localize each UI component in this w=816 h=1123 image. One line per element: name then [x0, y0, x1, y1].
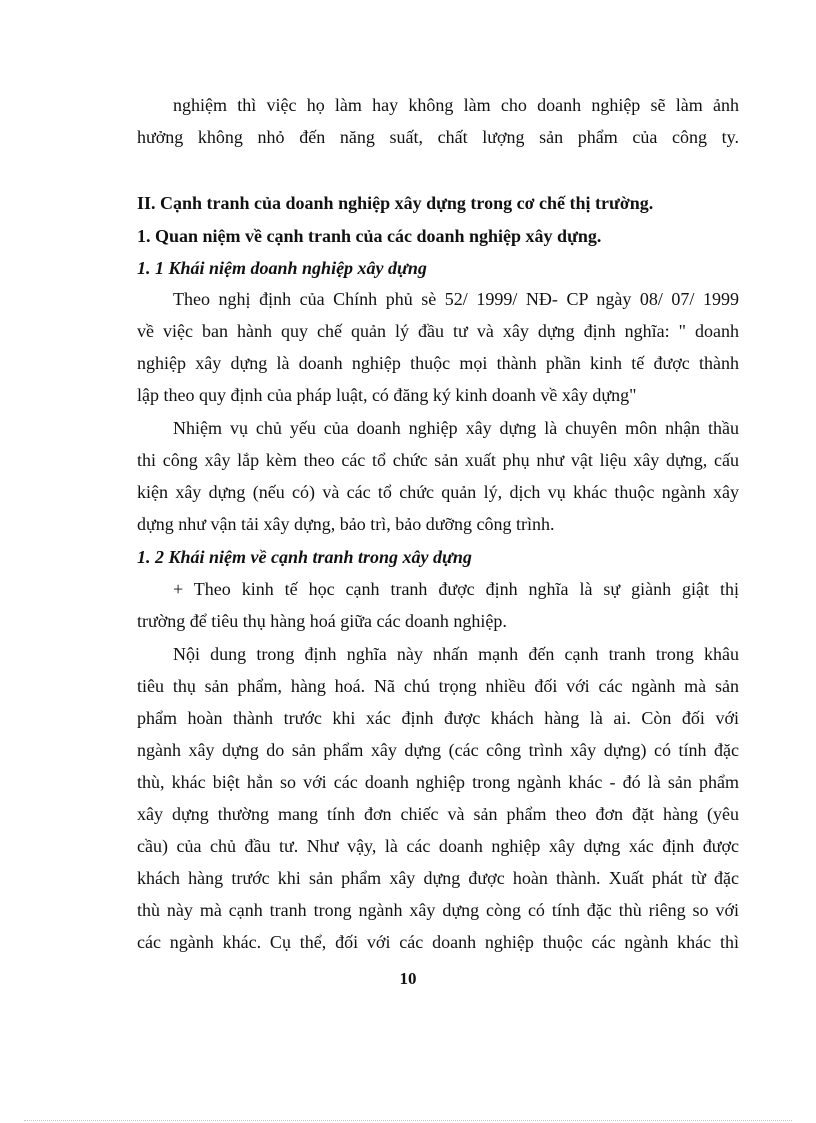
page-separator	[24, 1120, 792, 1121]
paragraph-line: dựng như vận tải xây dựng, bảo trì, bảo dưỡng công trình.	[137, 514, 555, 534]
section-heading: II. Cạnh tranh của doanh nghiệp xây dựng trong cơ chế thị trường.	[137, 193, 654, 213]
paragraph-line: các ngành khác. Cụ thể, đối với các doanh nghiệp thuộc các ngành khác thì	[137, 932, 739, 952]
paragraph-line: tiêu thụ sản phẩm, hàng hoá. Nã chú trọng nhiều đối với các ngành mà sản	[137, 676, 739, 696]
subsection-heading: 1. Quan niệm về cạnh tranh của các doanh nghiệp xây dựng.	[137, 226, 602, 246]
paragraph-line: nghiệp xây dựng là doanh nghiệp thuộc mọi thành phần kinh tế được thành	[137, 353, 739, 373]
page-number: 10	[399, 969, 417, 988]
paragraph-line: thi công xây lắp kèm theo các tổ chức sản xuất phụ như vật liệu xây dựng, cấu	[137, 450, 739, 470]
paragraph-line: phẩm hoàn thành trước khi xác định được khách hàng là ai. Còn đối với	[137, 708, 739, 728]
paragraph-line: khách hàng trước khi sản phẩm xây dựng được hoàn thành. Xuất phát từ đặc	[137, 868, 739, 888]
paragraph-line: hưởng không nhỏ đến năng suất, chất lượng sản phẩm của công ty.	[137, 127, 739, 147]
paragraph-line: ngành xây dựng do sản phẩm xây dựng (các công trình xây dựng) có tính đặc	[137, 740, 739, 760]
subsection-heading-italic: 1. 1 Khái niệm doanh nghiệp xây dựng	[137, 258, 427, 278]
paragraph-line: + Theo kinh tế học cạnh tranh được định nghĩa là sự giành giật thị	[173, 579, 739, 599]
paragraph-line: trường để tiêu thụ hàng hoá giữa các doanh nghiệp.	[137, 611, 507, 631]
paragraph-line: về việc ban hành quy chế quản lý đầu tư và xây dựng định nghĩa: " doanh	[137, 321, 739, 341]
paragraph-line: Theo nghị định của Chính phủ sè 52/ 1999/ NĐ- CP ngày 08/ 07/ 1999	[173, 289, 739, 309]
paragraph-line: xây dựng thường mang tính đơn chiếc và sản phẩm theo đơn đặt hàng (yêu	[137, 804, 739, 824]
paragraph-line: thù, khác biệt hẳn so với các doanh nghiệp trong ngành khác - đó là sản phẩm	[137, 772, 739, 792]
paragraph-line: lập theo quy định của pháp luật, có đăng ký kinh doanh về xây dựng"	[137, 385, 637, 405]
paragraph-line: Nội dung trong định nghĩa này nhấn mạnh đến cạnh tranh trong khâu	[173, 644, 739, 664]
subsection-heading-italic: 1. 2 Khái niệm về cạnh tranh trong xây dựng	[137, 547, 472, 567]
paragraph-line: Nhiệm vụ chủ yếu của doanh nghiệp xây dựng là chuyên môn nhận thầu	[173, 418, 739, 438]
paragraph-line: nghiệm thì việc họ làm hay không làm cho doanh nghiệp sẽ làm ảnh	[173, 95, 739, 115]
paragraph-line: thù này mà cạnh tranh trong ngành xây dựng còng có tính đặc thù riêng so với	[137, 900, 739, 920]
paragraph-line: cầu) của chủ đầu tư. Như vậy, là các doanh nghiệp xây dựng xác định được	[137, 836, 739, 856]
paragraph-line: kiện xây dựng (nếu có) và các tổ chức quản lý, dịch vụ khác thuộc ngành xây	[137, 482, 739, 502]
